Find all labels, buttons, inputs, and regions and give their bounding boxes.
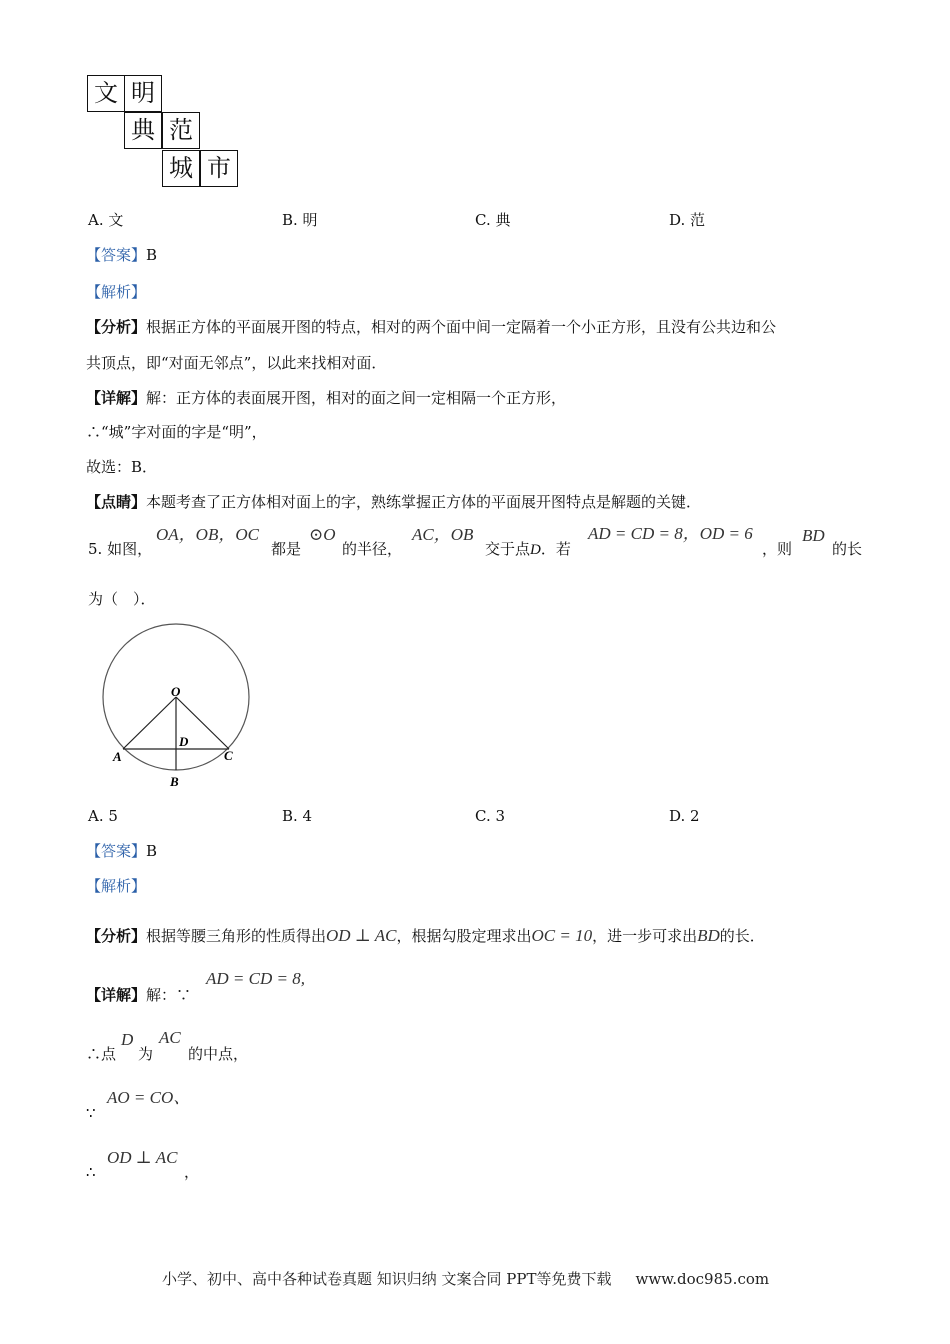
fenxi-text: 根据等腰三角形的性质得出 (146, 927, 327, 945)
q5-math-acob: AC，OB (412, 525, 474, 544)
q5-math-bd: BD (802, 526, 825, 545)
derivation-line: ∵ (86, 1104, 96, 1122)
q5-text: 的半径， (342, 540, 403, 558)
net-cell: 范 (162, 112, 200, 149)
derivation-math: D (121, 1030, 134, 1049)
q5-text: 的长 (832, 540, 863, 558)
answer-line (86, 246, 157, 264)
xiangjie-tag: 【详解】 (86, 389, 147, 407)
derivation-text: 的中点， (188, 1045, 249, 1063)
answer-tag: 【答案】 (86, 842, 147, 860)
fenxi-line (86, 318, 776, 336)
q5-text-meet: 交于点 (485, 540, 531, 558)
net-cell: 明 (124, 75, 162, 112)
fenxi-text: ，进一步可求出 (592, 927, 698, 945)
answer-tag: 【答案】 (86, 246, 147, 264)
option-a: A. 文 (88, 211, 124, 229)
xiangjie-line (86, 986, 191, 1004)
q5-text: 都是 (271, 540, 302, 558)
dianjing-line (86, 493, 701, 511)
q5-text: ，则 (762, 540, 793, 558)
answer-value: B (146, 842, 158, 860)
q5-number: 5. 如图， (88, 540, 153, 558)
fenxi-math: BD (697, 926, 720, 945)
option-a: A. 5 (88, 807, 118, 825)
label-a: A (113, 749, 122, 764)
derivation-text: ∴点 (86, 1045, 117, 1063)
dianjing-tag: 【点睛】 (86, 493, 147, 511)
analysis-tag: 【解析】 (86, 877, 147, 895)
fenxi-text: 根据正方体的平面展开图的特点，相对的两个面中间一定隔着一个小正方形，且没有公共边和公 (146, 318, 777, 336)
q5-math-circle: ⊙O (309, 525, 336, 544)
option-b: B. 4 (282, 807, 313, 825)
option-c: C. 典 (475, 211, 511, 229)
derivation-math: OD ⊥ AC (107, 1148, 178, 1167)
fenxi-line (86, 926, 765, 946)
derivation-line (86, 1045, 116, 1063)
option-c: C. 3 (475, 807, 506, 825)
q5-math-oa: OA，OB，OC (156, 525, 259, 544)
fenxi-math: OC = 10 (531, 926, 593, 945)
answer-value: B (146, 246, 158, 264)
net-cell: 典 (124, 112, 162, 149)
derivation-text: 为 (138, 1045, 154, 1063)
choose-line: 故选：B． (86, 458, 158, 476)
label-b: B (170, 774, 179, 789)
xiangjie-text: 解：正方体的表面展开图，相对的面之间一定相隔一个正方形， (146, 389, 567, 407)
therefore-line: ∴“城”字对面的字是“明”， (86, 423, 267, 441)
fenxi-text: ，根据勾股定理求出 (396, 927, 532, 945)
label-d: D (179, 734, 189, 749)
dianjing-text: 本题考查了正方体相对面上的字，熟练掌握正方体的平面展开图特点是解题的关键． (146, 493, 702, 511)
label-c: C (224, 748, 233, 763)
circle-figure (98, 622, 268, 792)
xiangjie-tag: 【详解】 (86, 986, 147, 1004)
derivation-line: ∴ (86, 1163, 96, 1181)
q5-text (485, 540, 571, 559)
q5-text-d: D (530, 542, 541, 558)
footer (162, 1270, 769, 1288)
net-cell: 市 (200, 150, 238, 187)
q5-text-ruo: ．若 (540, 540, 571, 558)
option-d: D. 2 (669, 807, 700, 825)
xiangjie-math: AD = CD = 8, (206, 969, 305, 988)
answer-line (86, 842, 157, 860)
footer-text: 小学、初中、高中各种试卷真题 知识归纳 文案合同 PPT等免费下载 (162, 1270, 612, 1288)
q5-stem-end: 为（ ）． (88, 590, 156, 608)
fenxi-tag: 【分析】 (86, 318, 147, 336)
derivation-text: ， (184, 1163, 200, 1181)
segment-oa (123, 697, 176, 749)
net-cell: 文 (87, 75, 125, 112)
fenxi-math: OD ⊥ AC (326, 926, 397, 945)
fenxi-text: 的长． (719, 927, 765, 945)
fenxi-line-2: 共顶点，即“对面无邻点”，以此来找相对面． (86, 354, 387, 372)
analysis-tag: 【解析】 (86, 283, 147, 301)
option-b: B. 明 (282, 211, 318, 229)
net-cell: 城 (162, 150, 200, 187)
fenxi-tag: 【分析】 (86, 927, 147, 945)
option-d: D. 范 (669, 211, 706, 229)
label-o: O (171, 684, 181, 699)
q5-math-cond: AD = CD = 8，OD = 6 (588, 524, 753, 543)
xiangjie-line (86, 389, 566, 407)
derivation-math: AC (159, 1028, 181, 1047)
derivation-math: AO = CO、 (107, 1088, 191, 1107)
footer-url[interactable]: www.doc985.com (635, 1270, 770, 1288)
xiangjie-text: 解：∵ (146, 986, 192, 1004)
